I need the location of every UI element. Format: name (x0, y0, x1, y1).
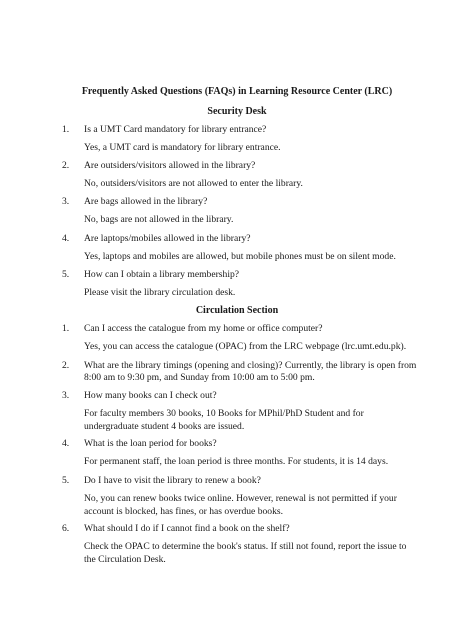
faq-answer: For faculty members 30 books, 10 Books for MPhil/PhD Student and for undergraduate student 4 books are issued. (84, 408, 364, 432)
question-number: 4. (62, 233, 70, 244)
question-text: Are laptops/mobiles allowed in the library? (84, 233, 251, 244)
faq-answer: Yes, laptops and mobiles are allowed, but mobile phones must be on silent mode. (84, 251, 396, 262)
faq-answer: No, outsiders/visitors are not allowed to enter the library. (84, 178, 303, 189)
faq-answer: Please visit the library circulation desk. (84, 287, 236, 298)
question-number: 5. (62, 269, 70, 280)
question-number: 3. (62, 196, 70, 207)
question-text: How can I obtain a library membership? (84, 269, 240, 280)
question-text: What are the library timings (opening and closing)? Currently, the library is open from 8:00 am to 9:30 pm, and Sunday from 10:00 am to 5:00 pm. (84, 360, 417, 383)
question-number: 1. (62, 124, 70, 135)
question-text: How many books can I check out? (84, 390, 217, 401)
faq-answer: Check the OPAC to determine the book's status. If still not found, report the issue to the Circulation Desk. (84, 541, 407, 565)
question-text: Can I access the catalogue from my home or office computer? (84, 323, 323, 334)
question-text: What should I do if I cannot find a book on the shelf? (84, 523, 290, 534)
question-text: Is a UMT Card mandatory for library entrance? (84, 124, 267, 135)
question-number: 6. (62, 523, 70, 534)
question-text: Do I have to visit the library to renew a book? (84, 475, 261, 486)
faq-answer: For permanent staff, the loan period is three months. For students, it is 14 days. (84, 456, 389, 467)
question-number: 4. (62, 438, 70, 449)
question-number: 3. (62, 390, 70, 401)
question-text: What is the loan period for books? (84, 438, 217, 449)
page-title: Frequently Asked Questions (FAQs) in Learning Resource Center (LRC) (81, 86, 393, 97)
faq-answer: Yes, you can access the catalogue (OPAC) from the LRC webpage (lrc.umt.edu.pk). (84, 341, 407, 352)
question-number: 5. (62, 475, 70, 486)
question-text: Are outsiders/visitors allowed in the library? (84, 160, 256, 171)
question-number: 2. (62, 160, 70, 171)
faq-answer: No, you can renew books twice online. However, renewal is not permitted if your account is blocked, has fines, or has overdue books. (84, 493, 397, 517)
question-number: 1. (62, 323, 70, 334)
question-text: Are bags allowed in the library? (84, 196, 208, 207)
faq-answer: No, bags are not allowed in the library. (84, 214, 234, 225)
question-number: 2. (62, 360, 70, 371)
faq-answer: Yes, a UMT card is mandatory for library entrance. (84, 142, 281, 153)
section-heading-circulation: Circulation Section (195, 305, 279, 316)
section-heading-security-desk: Security Desk (207, 106, 267, 117)
